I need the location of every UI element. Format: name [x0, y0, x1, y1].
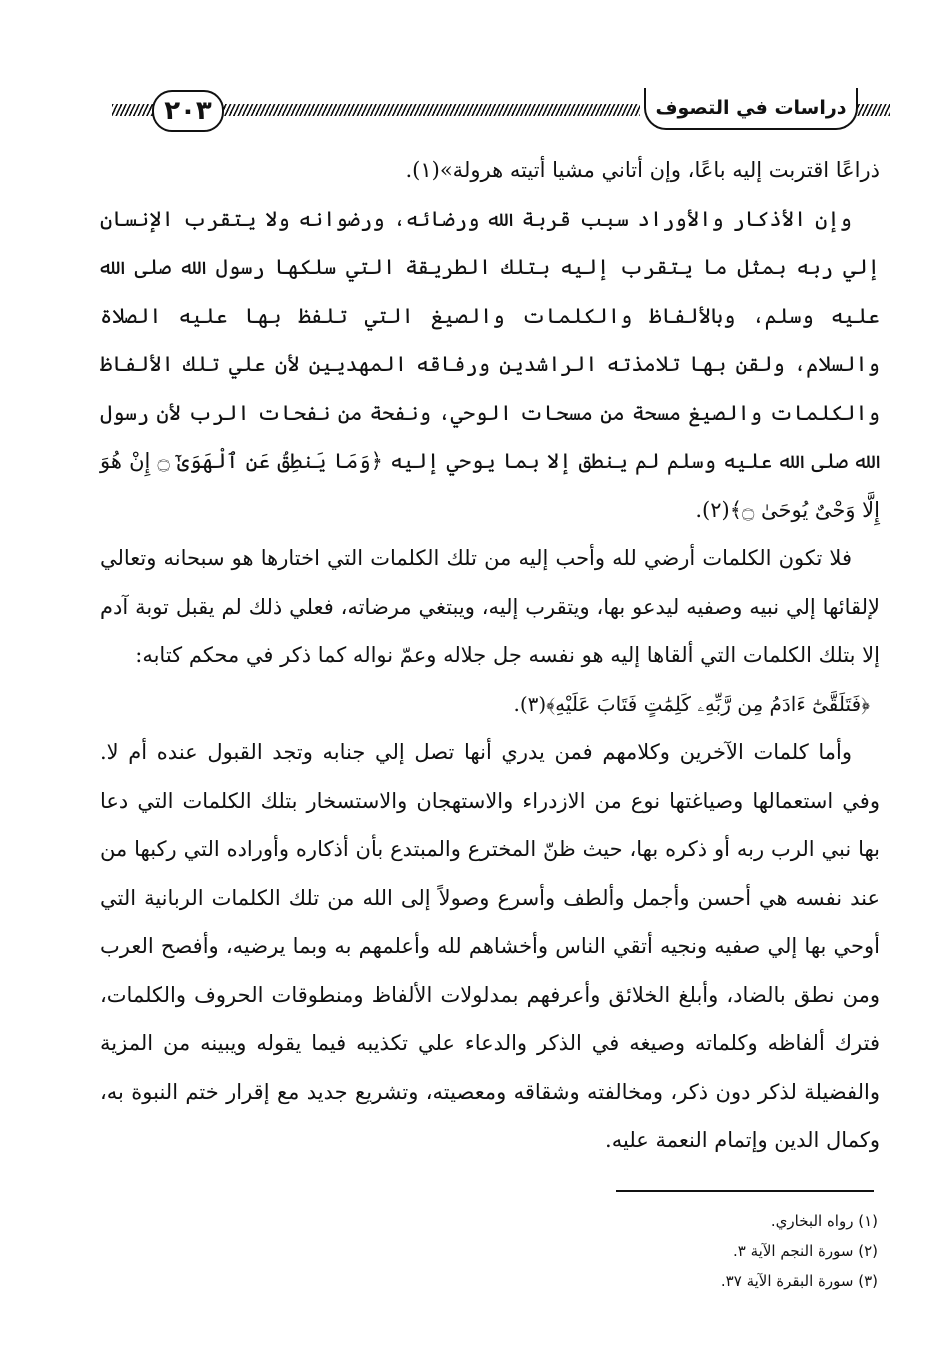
header-ornament-middle — [212, 104, 640, 116]
footnote-1: (١) رواه البخاري. — [770, 1212, 878, 1230]
paragraph-others: وأما كلمات الآخرين وكلامهم فمن يدري أنها تصل إلي جنابه وتجد القبول عنده أم لا. وفي استعمالها وصياغتها نوع من الازدراء والاستهجان والاستسخار بتلك الكلمات التي دعا بها نبي الرب ربه أو ذكره بها، حيث ظنّ المخترع والمبتدع بأن أذكاره وأوراده التي ركبها من عند نفسه هي أحسن وأجمل وألطف وأسرع وصولاً إلى الله من تلك الكلمات الربانية التي أوحي بها إلي صفيه ونجيه أتقي الناس وأخشاهم لله وأعلمهم به وبما يرضيه، وأفصح العرب ومن نطق بالضاد، وأبلغ الخلائق وأعرفهم بمدلولات الألفاظ ومنطوقات الحروف والكلمات، فترك ألفاظه وكلماته وصيغه في الذكر والدعاء علي تكذيبه فيما يقوله ويبينه من المزية والفضيلة لذكر دون ذكر، ومخالفته وشقاقه ومعصيته، وتشريع جديد مع إقرار ختم النبوة به، وكمال الدين وإتمام النعمة عليه. — [100, 740, 881, 1152]
footnote-separator — [616, 1190, 874, 1192]
paragraph-adhkar: وإن الأذكار والأوراد سبب قربة الله ورضائه، ورضوانه ولا يتقرب الإنسان إلي ربه بمثل ما يتقرب إليه بتلك الطريقة التي سلكها رسول الله صلى الله عليه وسلم، وبالألفاظ والكلمات والصيغ التي تلفظ بها عليه الصلاة والسلام، ولقن بها تلامذته الراشدين ورفاقه المهديين لأن علي تلك الألفاظ والكلمات والصيغ مسحة من مسحات الوحي، ونفحة من نفحات الرب لأن رسول الله صلى الله عليه وسلم لم ينطق إلا بما يوحي إليه ﴿وَمَا يَنطِقُ عَنِ ٱلْهَوَىٰٓ ۝ إِنْ هُوَ إِلَّا وَحْىٌ يُوحَىٰ ۝﴾(٢). — [100, 206, 880, 522]
running-title: دراسات في التصوف — [644, 88, 858, 130]
footnotes — [560, 1206, 878, 1296]
body-text — [100, 146, 880, 1165]
paragraph-continuation: ذراعًا اقتربت إليه باعًا، وإن أتاني مشيا أتيته هرولة»(١). — [405, 158, 880, 182]
footnote-2: (٢) سورة النجم الآية ٣. — [733, 1242, 878, 1260]
page-header — [100, 84, 890, 138]
footnote-3: (٣) سورة البقرة الآية ٣٧. — [720, 1272, 878, 1290]
header-ornament-right — [854, 104, 890, 116]
quran-verse: ﴿فَتَلَقَّىٰٓ ءَادَمُ مِن رَّبِّهِۦ كَلِمَٰتٍ فَتَابَ عَلَيْهِ﴾(٣). — [513, 691, 870, 716]
page-number: ٢٠٣ — [152, 90, 224, 132]
paragraph-kalimat: فلا تكون الكلمات أرضي لله وأحب إليه من تلك الكلمات التي اختارها هو سبحانه وتعالي لإلقائها إلي نبيه وصفيه ليدعو بها، ويتقرب إليه، ويبتغي مرضاته، فعلي ذلك لم يقبل توبة آدم إلا بتلك الكلمات التي ألقاها إليه هو نفسه جل جلاله وعمّ نواله كما ذكر في محكم كتابه: — [100, 546, 880, 667]
